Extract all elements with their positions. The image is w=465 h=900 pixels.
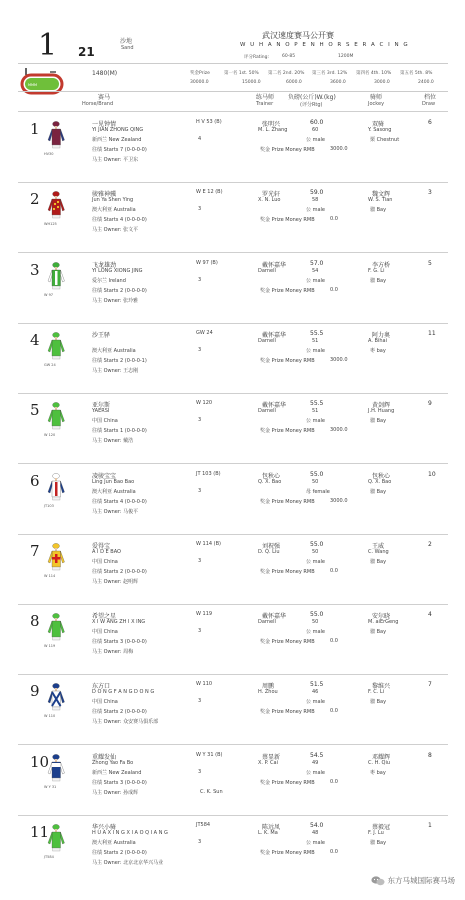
horse-owner: 马主 Owner: 赵明辉 xyxy=(92,579,139,585)
prize-money-value: 0.0 xyxy=(330,216,338,222)
jockey-silk-icon xyxy=(46,120,66,150)
horse-age: 3 xyxy=(198,488,202,494)
horse-owner: 马主 Owner: 北京北京华兴马业 xyxy=(92,860,164,866)
horse-name-en: Jun Ya Shen Ying xyxy=(92,197,134,203)
horse-age: 3 xyxy=(198,277,202,283)
horse-sex: 公 male xyxy=(306,770,325,776)
runner-divider xyxy=(18,182,448,183)
col-draw-en: Draw xyxy=(422,101,436,107)
horse-name-en: YI LONG XIONG JING xyxy=(92,268,143,274)
silk-code: GW 24 xyxy=(44,363,56,367)
horse-rating: W 110 xyxy=(196,681,213,687)
draw-number: 3 xyxy=(428,189,432,196)
draw-number: 7 xyxy=(428,681,432,688)
horse-sex: 公 male xyxy=(306,137,325,143)
carried-weight: 54.5 xyxy=(310,752,324,759)
jockey-silk-icon xyxy=(46,190,66,220)
horse-rating: W E 12 (B) xyxy=(196,189,223,195)
prize-money-label: 奖金 Prize Money RMB xyxy=(260,217,315,223)
horse-starts: 往绩 Starts 2 (0-0-0-0) xyxy=(92,569,147,575)
horse-sex: 母 female xyxy=(306,489,330,495)
horse-origin: 中国 China xyxy=(92,418,118,424)
jockey-name-cn: 李方桥 xyxy=(372,262,391,269)
trainer-name-en: Darnell xyxy=(258,619,276,625)
horse-colour: 骝 Bay xyxy=(370,629,387,635)
jockey-name-en: A. Bihai xyxy=(368,338,387,344)
trainer-name-cn: 戴怀嘉华 xyxy=(262,613,287,620)
jockey-name-cn: 黄剑辉 xyxy=(372,402,391,409)
col-horse-en: Horse/Brand xyxy=(82,101,114,107)
horse-starts: 往绩 Starts 2 (0-0-0-1) xyxy=(92,358,147,364)
draw-number: 10 xyxy=(428,471,436,478)
horse-owner: 马主 Owner: 平卫东 xyxy=(92,157,139,163)
race-number: 1 xyxy=(38,28,58,63)
runner-number: 1 xyxy=(30,120,40,138)
trainer-name-cn: 蔡显新 xyxy=(262,754,281,761)
prize-money-value: 3000.0 xyxy=(330,357,348,363)
jockey-name-cn: 王威 xyxy=(372,543,385,550)
horse-name-en: A I D E BAO xyxy=(92,549,121,555)
horse-colour: 栗 Chestnut xyxy=(370,137,400,143)
rating-points: 60 xyxy=(312,127,319,133)
prize-money-value: 0.0 xyxy=(330,708,338,714)
runner-number: 10 xyxy=(30,753,50,771)
silk-code: W 114 xyxy=(44,574,56,578)
horse-rating: JT 103 (B) xyxy=(196,471,221,477)
silk-code: JT103 xyxy=(44,504,54,508)
going-cn: 沙地 xyxy=(120,38,133,45)
horse-rating: W 119 xyxy=(196,611,213,617)
silk-code: W Y 31 xyxy=(44,785,57,789)
carried-weight: 51.5 xyxy=(310,681,324,688)
horse-rating: W 120 xyxy=(196,400,213,406)
horse-name-cn: 爱得宝 xyxy=(92,543,111,550)
runner-divider xyxy=(18,463,448,464)
horse-origin: 澳大利亚 Australia xyxy=(92,348,136,354)
horse-origin: 中国 China xyxy=(92,559,118,565)
placing-value: 15000.0 xyxy=(242,80,261,85)
runner-number: 9 xyxy=(30,682,40,700)
runner-divider xyxy=(18,393,448,394)
prize-money-value: 0.0 xyxy=(330,568,338,574)
horse-name-cn: 沙王驿 xyxy=(92,332,111,339)
draw-number: 1 xyxy=(428,822,432,829)
jockey-name-cn: 阿力奥 xyxy=(372,332,391,339)
prize-money-value: 0.0 xyxy=(330,638,338,644)
jockey-silk-icon xyxy=(46,401,66,431)
horse-starts: 往绩 Starts 1 (0-0-0-0) xyxy=(92,428,147,434)
runner-number: 6 xyxy=(30,472,40,490)
trainer-name-en: Darnell xyxy=(258,338,276,344)
horse-name-cn: 凌骏宝宝 xyxy=(92,473,117,480)
horse-rating: GW 24 xyxy=(196,330,213,336)
silk-code: JT584 xyxy=(44,855,54,859)
rating-extra: 1200M xyxy=(338,54,354,59)
horse-origin: 澳大利亚 Australia xyxy=(92,840,136,846)
jockey-name-en: W. S. Tian xyxy=(368,197,393,203)
trainer-name-en: X. N. Luo xyxy=(258,197,281,203)
horse-name-cn: 飞龙雄劲 xyxy=(92,262,117,269)
horse-name-en: X I W ANG ZH I X ING xyxy=(92,619,146,625)
prize-money-value: 3000.0 xyxy=(330,427,348,433)
prize-money-label: 奖金 Prize Money RMB xyxy=(260,428,315,434)
runner-number: 8 xyxy=(30,612,40,630)
horse-origin: 爱尔兰 Ireland xyxy=(92,278,126,284)
carried-weight: 55.0 xyxy=(310,471,324,478)
jockey-name-cn: 魏文辉 xyxy=(372,191,391,198)
col-jockey-cn: 骑师 xyxy=(370,94,383,101)
horse-age: 3 xyxy=(198,628,202,634)
trainer-name-en: L. K. Ma xyxy=(258,830,278,836)
prize-money-label: 奖金 Prize Money RMB xyxy=(260,850,315,856)
jockey-name-cn: 蔡毅冠 xyxy=(372,824,391,831)
trainer-name-cn: 包秋心 xyxy=(262,473,281,480)
jockey-silk-icon xyxy=(46,472,66,502)
placing-value: 3000.0 xyxy=(374,80,390,85)
silk-code: W 97 xyxy=(44,293,54,297)
horse-owner: 马主 Owner: 马俊平 xyxy=(92,509,139,515)
jockey-name-en: C. H. Qiu xyxy=(368,760,391,766)
header-divider xyxy=(18,63,448,64)
horse-name-cn: 华兴小骑 xyxy=(92,824,117,831)
header-divider-2 xyxy=(18,91,448,92)
horse-age: 3 xyxy=(198,417,202,423)
horse-name-en: D O N G F A N G D O N G xyxy=(92,689,155,695)
horse-sex: 公 male xyxy=(306,559,325,565)
rating-points: 46 xyxy=(312,689,319,695)
horse-name-en: H U A X I N G X I A O Q I A N G xyxy=(92,830,168,836)
rating-points: 51 xyxy=(312,338,319,344)
runner-divider xyxy=(18,604,448,605)
runner-number: 11 xyxy=(30,823,50,841)
horse-starts: 往绩 Starts 2 (0-0-0-0) xyxy=(92,850,147,856)
jockey-name-en: Y. Sasong xyxy=(368,127,392,133)
trainer-name-en: D. Q. Liu xyxy=(258,549,280,555)
silk-code: W 120 xyxy=(44,433,56,437)
placing-label: 第五名 5th. 8% xyxy=(400,71,433,76)
draw-number: 8 xyxy=(428,752,432,759)
prize-money-label: 奖金 Prize Money RMB xyxy=(260,709,315,715)
draw-number: 4 xyxy=(428,611,432,618)
prize-money-value: 3000.0 xyxy=(330,498,348,504)
rating-points: 51 xyxy=(312,408,319,414)
horse-age: 3 xyxy=(198,769,202,775)
col-trainer-cn: 练马师 xyxy=(256,94,275,101)
silk-code: W 110 xyxy=(44,714,56,718)
runner-divider xyxy=(18,252,448,253)
horse-colour: 枣 bay xyxy=(370,348,386,354)
col-trainer-en: Trainer xyxy=(256,101,274,107)
race-count: 21 xyxy=(78,45,95,59)
horse-name-cn: 东方口 xyxy=(92,683,111,690)
jockey-name-cn: 黎维兴 xyxy=(372,683,391,690)
horse-origin: 澳大利亚 Australia xyxy=(92,207,136,213)
placing-label: 第一名 1st. 50% xyxy=(224,71,259,76)
trainer-name-cn: 罗光轩 xyxy=(262,191,281,198)
jockey-name-en: F. C. Li xyxy=(368,689,385,695)
prize-money-label: 奖金 Prize Money RMB xyxy=(260,147,315,153)
horse-owner: 马主 Owner: 孙成辉 xyxy=(92,790,139,796)
trainer-name-cn: 刘祝强 xyxy=(262,543,281,550)
rating-points: 58 xyxy=(312,197,319,203)
column-header-divider xyxy=(18,111,448,112)
horse-owner: 马主 Owner: 张文平 xyxy=(92,227,139,233)
trainer-name-cn: 戴怀嘉华 xyxy=(262,262,287,269)
col-jockey-en: Jockey xyxy=(368,101,385,107)
horse-name-cn: 亚尔斯 xyxy=(92,402,111,409)
trainer-name-en: X. P. Cai xyxy=(258,760,278,766)
horse-starts: 往绩 Starts 2 (0-0-0-0) xyxy=(92,709,147,715)
owner-extra: C. K. Sun xyxy=(200,789,223,795)
horse-starts: 往绩 Starts 4 (0-0-0-0) xyxy=(92,217,147,223)
race-title-en: W U H A N O P E N H O R S E R A C I N G xyxy=(240,42,410,48)
jockey-name-en: M. aiErGeng xyxy=(368,619,399,625)
horse-rating: W Y 31 (B) xyxy=(196,752,223,758)
runner-number: 7 xyxy=(30,542,40,560)
runner-number: 3 xyxy=(30,261,40,279)
horse-sex: 公 male xyxy=(306,629,325,635)
placing-value: 2400.0 xyxy=(418,80,434,85)
col-weight-cn: 负磅(公斤)W.(kg) xyxy=(288,94,336,101)
trainer-name-en: Darnell xyxy=(258,408,276,414)
horse-origin: 中国 China xyxy=(92,699,118,705)
prize-money-label: 奖金 Prize Money RMB xyxy=(260,288,315,294)
draw-number: 5 xyxy=(428,260,432,267)
horse-name-en: Zhong Yao Fa Bo xyxy=(92,760,134,766)
horse-owner: 马主 Owner: 戴浩 xyxy=(92,438,134,444)
jockey-silk-icon xyxy=(46,823,66,853)
trainer-name-cn: 周鹏 xyxy=(262,683,275,690)
runner-number: 2 xyxy=(30,190,40,208)
horse-sex: 公 male xyxy=(306,699,325,705)
jockey-silk-icon xyxy=(46,331,66,361)
horse-rating: H V 53 (B) xyxy=(196,119,222,125)
horse-rating: W 97 (B) xyxy=(196,260,218,266)
runner-divider xyxy=(18,323,448,324)
jockey-silk-icon xyxy=(46,753,66,783)
horse-origin: 中国 China xyxy=(92,629,118,635)
horse-starts: 往绩 Starts 4 (0-0-0-0) xyxy=(92,499,147,505)
prize-money-label: 奖金 Prize Money RMB xyxy=(260,780,315,786)
trainer-name-en: M. L. Zhang xyxy=(258,127,288,133)
jockey-name-cn: 包秋心 xyxy=(372,473,391,480)
horse-colour: 骝 Bay xyxy=(370,559,387,565)
prize-money-value: 3000.0 xyxy=(330,146,348,152)
horse-sex: 公 male xyxy=(306,840,325,846)
trainer-name-cn: 戴怀嘉华 xyxy=(262,402,287,409)
prize-money-value: 0.0 xyxy=(330,849,338,855)
jockey-silk-icon xyxy=(46,682,66,712)
jockey-silk-icon xyxy=(46,542,66,572)
carried-weight: 57.0 xyxy=(310,260,324,267)
jockey-silk-icon xyxy=(46,612,66,642)
trainer-name-cn: 戴怀嘉华 xyxy=(262,332,287,339)
carried-weight: 55.5 xyxy=(310,400,324,407)
carried-weight: 55.0 xyxy=(310,541,324,548)
horse-colour: 骝 Bay xyxy=(370,278,387,284)
horse-name-en: Ling Jun Bao Bao xyxy=(92,479,135,485)
rating-label: 评分Rating: xyxy=(244,55,270,60)
horse-name-cn: 重耀发仙 xyxy=(92,754,117,761)
horse-starts: 往绩 Starts 3 (0-0-0-0) xyxy=(92,780,147,786)
trainer-name-en: Q. X. Bao xyxy=(258,479,282,485)
horse-owner: 马主 Owner: 周梅 xyxy=(92,649,134,655)
prize-money-label: 奖金 Prize Money RMB xyxy=(260,499,315,505)
jockey-name-cn: 邓耀辉 xyxy=(372,754,391,761)
horse-name-cn: 骏雅神骥 xyxy=(92,191,117,198)
col-weight-en: (评分Rtg) xyxy=(300,102,323,108)
horse-owner: 马主 Owner: 众安赛马俱乐部 xyxy=(92,719,159,725)
runner-divider xyxy=(18,815,448,816)
carried-weight: 60.0 xyxy=(310,119,324,126)
silk-code: WH125 xyxy=(44,222,57,226)
jockey-silk-icon xyxy=(46,261,66,291)
prize-money-label: 奖金 Prize Money RMB xyxy=(260,639,315,645)
horse-rating: JT584 xyxy=(196,822,211,828)
race-title-cn: 武汉速度赛马公开赛 xyxy=(262,31,334,40)
prize-money-label: 奖金 Prize Money RMB xyxy=(260,358,315,364)
horse-name-cn: 希望之星 xyxy=(92,613,117,620)
placing-label: 第四名 4th. 10% xyxy=(356,71,392,76)
horse-owner: 马主 Owner: 张玲雅 xyxy=(92,298,139,304)
draw-number: 2 xyxy=(428,541,432,548)
rating-points: 54 xyxy=(312,268,319,274)
horse-age: 3 xyxy=(198,698,202,704)
horse-starts: 往绩 Starts 2 (0-0-0-0) xyxy=(92,288,147,294)
horse-sex: 公 male xyxy=(306,348,325,354)
silk-code: W 119 xyxy=(44,644,56,648)
rating-points: 49 xyxy=(312,760,319,766)
horse-owner: 马主 Owner: 王志刚 xyxy=(92,368,139,374)
horse-origin: 澳大利亚 Australia xyxy=(92,489,136,495)
trainer-name-en: H. Zhou xyxy=(258,689,278,695)
runner-divider xyxy=(18,674,448,675)
trainer-name-cn: 陈远凤 xyxy=(262,824,281,831)
prize-total: 30000.0 xyxy=(190,80,209,85)
jockey-name-cn: 安尔晓 xyxy=(372,613,391,620)
horse-colour: 枣 bay xyxy=(370,770,386,776)
track-code: MMM xyxy=(28,83,38,87)
race-distance: 1480(M) xyxy=(92,70,118,77)
horse-starts: 往绩 Starts 3 (0-0-0-0) xyxy=(92,639,147,645)
horse-name-en: YI JIAN ZHONG QING xyxy=(92,127,144,133)
rating-points: 50 xyxy=(312,619,319,625)
horse-origin: 新西兰 New Zealand xyxy=(92,770,142,776)
trainer-name-en: Darnell xyxy=(258,268,276,274)
horse-starts: 往绩 Starts 7 (0-0-0-0) xyxy=(92,147,147,153)
jockey-name-en: C. Wang xyxy=(368,549,389,555)
placing-label: 第三名 3rd. 12% xyxy=(312,71,348,76)
rating-points: 50 xyxy=(312,549,319,555)
horse-age: 3 xyxy=(198,839,202,845)
prize-label: 奖金Prize xyxy=(190,71,210,76)
horse-age: 4 xyxy=(198,136,202,142)
runner-number: 5 xyxy=(30,401,40,419)
jockey-name-en: J.H. Huang xyxy=(368,408,395,414)
horse-sex: 公 male xyxy=(306,207,325,213)
horse-colour: 骝 Bay xyxy=(370,699,387,705)
carried-weight: 54.0 xyxy=(310,822,324,829)
runner-divider xyxy=(18,534,448,535)
watermark-text: 东方马城国际赛马场 xyxy=(387,876,455,885)
rating-points: 50 xyxy=(312,479,319,485)
horse-colour: 骝 Bay xyxy=(370,418,387,424)
col-draw-cn: 档位 xyxy=(424,94,437,101)
prize-money-value: 0.0 xyxy=(330,287,338,293)
trainer-name-cn: 张明兴 xyxy=(262,121,281,128)
placing-value: 6000.0 xyxy=(286,80,302,85)
carried-weight: 59.0 xyxy=(310,189,324,196)
placing-label: 第二名 2nd. 20% xyxy=(268,71,305,76)
silk-code: HV30 xyxy=(44,152,54,156)
horse-colour: 骝 Bay xyxy=(370,489,387,495)
runner-divider xyxy=(18,744,448,745)
horse-name-en: YAERSI xyxy=(92,408,110,414)
prize-money-value: 0.0 xyxy=(330,779,338,785)
horse-sex: 公 male xyxy=(306,278,325,284)
horse-rating: W 114 (B) xyxy=(196,541,221,547)
rating-range: 60-85 xyxy=(282,54,296,59)
jockey-name-en: F. G. Li xyxy=(368,268,385,274)
horse-age: 3 xyxy=(198,558,202,564)
watermark xyxy=(371,875,456,886)
horse-colour: 骝 Bay xyxy=(370,840,387,846)
runner-number: 4 xyxy=(30,331,40,349)
horse-age: 3 xyxy=(198,206,202,212)
draw-number: 11 xyxy=(428,330,436,337)
rating-points: 48 xyxy=(312,830,319,836)
carried-weight: 55.5 xyxy=(310,330,324,337)
jockey-name-en: F. J. Lu xyxy=(368,830,384,836)
prize-money-label: 奖金 Prize Money RMB xyxy=(260,569,315,575)
draw-number: 9 xyxy=(428,400,432,407)
track-diagram-icon xyxy=(20,66,64,98)
horse-name-cn: 一见钟情 xyxy=(92,121,117,128)
placing-value: 3600.0 xyxy=(330,80,346,85)
horse-age: 3 xyxy=(198,347,202,353)
horse-colour: 骝 Bay xyxy=(370,207,387,213)
horse-sex: 公 male xyxy=(306,418,325,424)
draw-number: 6 xyxy=(428,119,432,126)
going-en: Sand xyxy=(121,45,134,51)
jockey-name-en: Q. X. Bao xyxy=(368,479,392,485)
col-horse-cn: 赛马 xyxy=(98,94,111,101)
wechat-icon xyxy=(371,876,385,886)
carried-weight: 55.0 xyxy=(310,611,324,618)
jockey-name-cn: 双骑 xyxy=(372,121,385,128)
horse-origin: 新西兰 New Zealand xyxy=(92,137,142,143)
